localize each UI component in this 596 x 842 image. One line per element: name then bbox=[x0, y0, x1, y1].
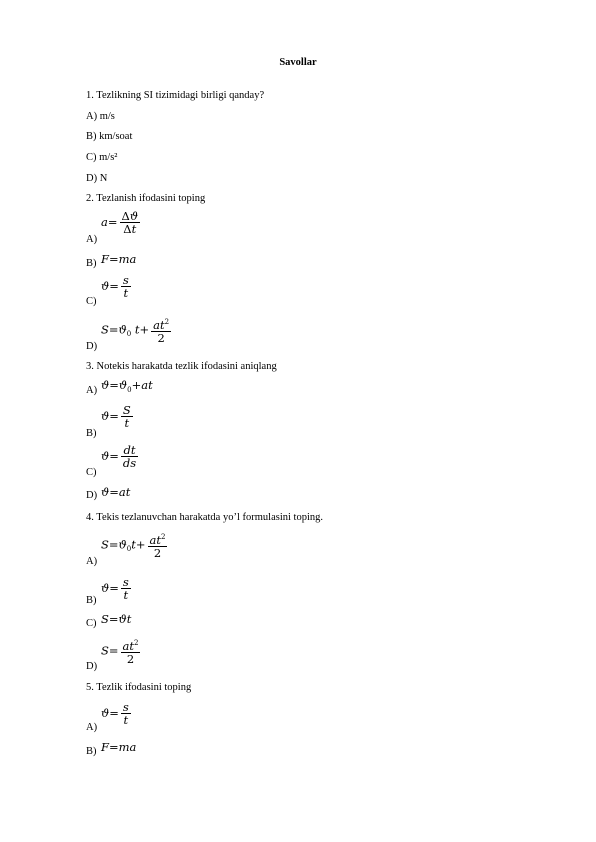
q2-option-d-label: D) bbox=[86, 341, 98, 352]
q2-option-a-label: A) bbox=[86, 234, 98, 245]
q2-option-d-formula: $S=ϑ_0$ t+ $\frac{at^2}{2}$ bbox=[101, 317, 170, 345]
question-4: 4. Tekis tezlanuvchan harakatda yo’l formulasini toping. bbox=[86, 512, 324, 523]
question-5: 5. Tezlik ifodasini toping bbox=[86, 682, 192, 693]
q3-option-c-label: C) bbox=[86, 467, 97, 478]
q5-option-b-label: B) bbox=[86, 746, 97, 757]
q3-option-a-formula: $ϑ=ϑ_0+at$ bbox=[101, 378, 153, 394]
q2-option-b-label: B) bbox=[86, 258, 97, 269]
q3-option-c-formula: ϑ= $\frac{dt}{ds}$ bbox=[101, 443, 137, 470]
q1-option-b: B) km/soat bbox=[86, 131, 133, 142]
q2-option-a-formula: a= $\frac{\Delta ϑ}{\Delta t}$ bbox=[101, 209, 139, 236]
q1-option-a: A) m/s bbox=[86, 111, 115, 122]
q5-option-a-formula: ϑ= $\frac{s}{t}$ bbox=[101, 700, 129, 727]
q3-option-d-formula: ϑ=at bbox=[101, 485, 131, 499]
q5-option-b-formula: F=ma bbox=[101, 740, 137, 754]
q4-option-a-label: A) bbox=[86, 556, 98, 567]
q3-option-b-label: B) bbox=[86, 428, 97, 439]
q3-option-d-label: D) bbox=[86, 490, 98, 501]
q4-option-d-formula: S= $\frac{at^2}{2}$ bbox=[101, 638, 139, 666]
q4-option-c-formula: S=ϑt bbox=[101, 612, 132, 626]
question-1: 1. Tezlikning SI tizimidagi birligi qanday? bbox=[86, 90, 265, 101]
q1-option-d: D) N bbox=[86, 173, 108, 184]
q4-option-d-label: D) bbox=[86, 661, 98, 672]
q4-option-c-label: C) bbox=[86, 618, 97, 629]
page-title: Savollar bbox=[279, 57, 317, 68]
q3-option-b-formula: ϑ= $\frac{S}{t}$ bbox=[101, 403, 131, 430]
q4-option-b-label: B) bbox=[86, 595, 97, 606]
q4-option-b-formula: ϑ= $\frac{s}{t}$ bbox=[101, 575, 129, 602]
q3-option-a-label: A) bbox=[86, 385, 98, 396]
q5-option-a-label: A) bbox=[86, 722, 98, 733]
q4-option-a-formula: $S=ϑ_0t+$ $\frac{at^2}{2}$ bbox=[101, 532, 166, 560]
q1-option-c: C) m/s² bbox=[86, 152, 118, 163]
q2-option-c-label: C) bbox=[86, 296, 97, 307]
question-2: 2. Tezlanish ifodasini toping bbox=[86, 193, 206, 204]
q2-option-c-formula: ϑ= $\frac{s}{t}$ bbox=[101, 273, 129, 300]
question-3: 3. Notekis harakatda tezlik ifodasini aniqlang bbox=[86, 361, 277, 372]
q2-option-b-formula: F=ma bbox=[101, 252, 137, 266]
